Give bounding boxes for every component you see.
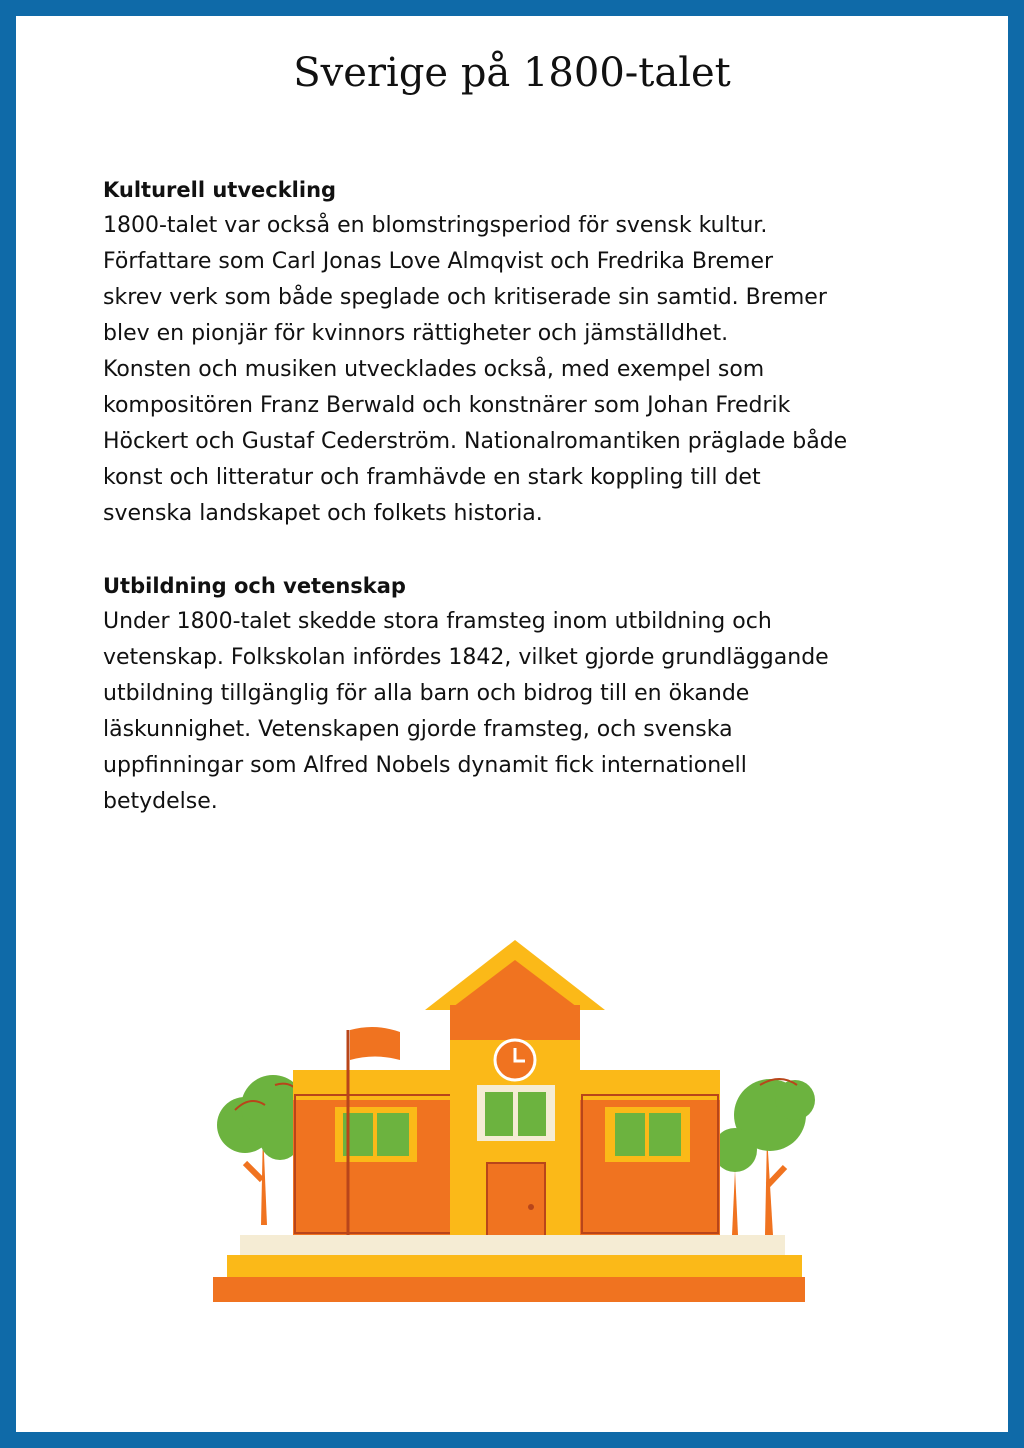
central-tower [425, 940, 605, 1240]
paragraph-line: Författare som Carl Jonas Love Almqvist och Fredrika Bremer [103, 249, 774, 274]
left-tree [217, 1075, 305, 1225]
paragraph-line: skrev verk som både speglade och kritiserade sin samtid. Bremer [103, 285, 827, 310]
section-paragraph [103, 208, 933, 532]
paragraph-line: 1800-talet var också en blomstringsperiod för svensk kultur. [103, 213, 768, 238]
paragraph-line: Under 1800-talet skedde stora framsteg inom utbildning och [103, 609, 772, 634]
paragraph-line: Konsten och musiken utvecklades också, med exempel som [103, 357, 765, 382]
section-utbildning-och-vetenskap [103, 568, 933, 820]
paragraph-line: utbildning tillgänglig för alla barn och bidrog till en ökande [103, 681, 750, 706]
section-paragraph [103, 604, 933, 820]
section-heading: Utbildning och vetenskap [103, 574, 406, 598]
paragraph-line: uppfinningar som Alfred Nobels dynamit fick internationell [103, 753, 747, 778]
page-title: Sverige på 1800-talet [293, 50, 731, 96]
paragraph-line: läskunnighet. Vetenskapen gjorde framsteg, och svenska [103, 717, 733, 742]
paragraph-line: Höckert och Gustaf Cederström. Nationalromantiken präglade både [103, 429, 848, 454]
paragraph-line: konst och litteratur och framhävde en stark koppling till det [103, 465, 761, 490]
right-wing [580, 1070, 720, 1235]
section-kulturell-utveckling [103, 172, 933, 532]
paragraph-line: svenska landskapet och folkets historia. [103, 501, 543, 526]
right-tree [713, 1079, 815, 1235]
paragraph-line: kompositören Franz Berwald och konstnärer som Johan Fredrik [103, 393, 791, 418]
paragraph-line: vetenskap. Folkskolan infördes 1842, vilket gjorde grundläggande [103, 645, 829, 670]
section-heading: Kulturell utveckling [103, 178, 337, 202]
paragraph-line: blev en pionjär för kvinnors rättigheter och jämställdhet. [103, 321, 729, 346]
school-building-illustration [205, 935, 815, 1310]
paragraph-line: betydelse. [103, 789, 218, 814]
front-steps [213, 1235, 805, 1302]
left-wing [293, 1070, 453, 1235]
